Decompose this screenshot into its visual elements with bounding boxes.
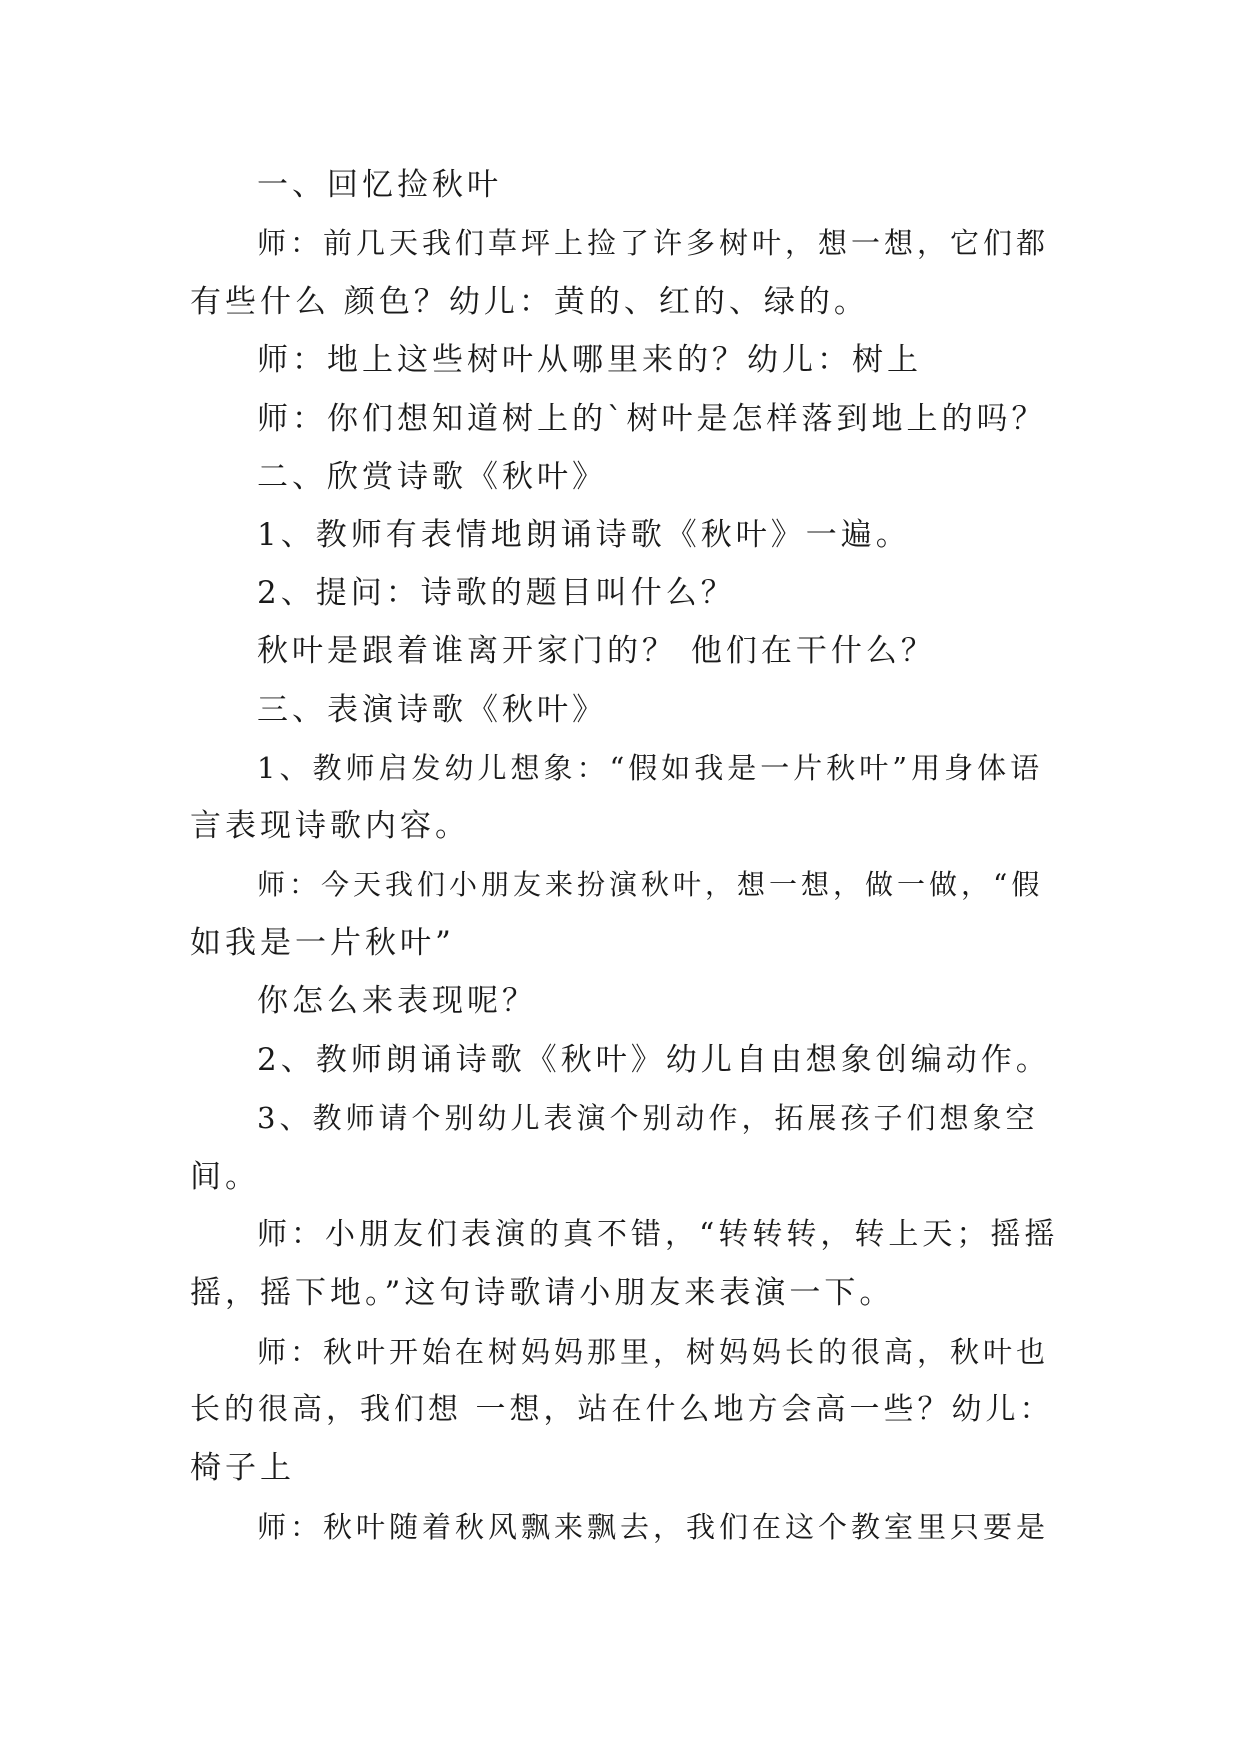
- paragraph-line: 椅子上: [190, 1450, 295, 1486]
- section-heading-appreciate: 二、欣赏诗歌《秋叶》: [257, 459, 607, 495]
- paragraph-line: 言表现诗歌内容。: [190, 808, 470, 844]
- paragraph-line: 2、教师朗诵诗歌《秋叶》幼儿自由想象创编动作。: [257, 1042, 1051, 1078]
- paragraph-line: 如我是一片秋叶”: [190, 925, 455, 961]
- paragraph-line: 2、提问：诗歌的题目叫什么？: [257, 575, 736, 611]
- paragraph-line: 师：小朋友们表演的真不错，“转转转，转上天；摇摇: [257, 1217, 1059, 1252]
- paragraph-line: 间。: [190, 1159, 260, 1195]
- paragraph-line: 摇，摇下地。”这句诗歌请小朋友来表演一下。: [190, 1275, 895, 1311]
- paragraph-line: 师：你们想知道树上的`树叶是怎样落到地上的吗？: [257, 401, 1047, 437]
- paragraph-line: 师：今天我们小朋友来扮演秋叶，想一想，做一做，“假: [257, 868, 1044, 901]
- paragraph-line: 师：地上这些树叶从哪里来的？幼儿：树上: [257, 342, 922, 378]
- paragraph-line: 秋叶是跟着谁离开家门的？ 他们在干什么？: [257, 633, 936, 669]
- paragraph-line: 1、教师有表情地朗诵诗歌《秋叶》一遍。: [257, 517, 911, 553]
- paragraph-line: 有些什么 颜色？幼儿：黄的、红的、绿的。: [190, 284, 869, 320]
- paragraph-line: 3、教师请个别幼儿表演个别动作，拓展孩子们想象空: [257, 1101, 1039, 1135]
- paragraph-line: 长的很高，我们想 一想，站在什么地方会高一些？幼儿：: [190, 1392, 1054, 1427]
- section-heading-perform: 三、表演诗歌《秋叶》: [257, 692, 607, 728]
- paragraph-line: 你怎么来表现呢？: [257, 983, 537, 1019]
- paragraph-line: 师：前几天我们草坪上捡了许多树叶，想一想，它们都: [257, 226, 1050, 260]
- paragraph-line: 1、教师启发幼儿想象：“假如我是一片秋叶”用身体语: [257, 751, 1044, 785]
- paragraph-line: 师：秋叶随着秋风飘来飘去，我们在这个教室里只要是: [257, 1510, 1050, 1544]
- paragraph-line: 师：秋叶开始在树妈妈那里，树妈妈长的很高，秋叶也: [257, 1335, 1050, 1369]
- section-heading-recall: 一、回忆捡秋叶: [257, 167, 502, 203]
